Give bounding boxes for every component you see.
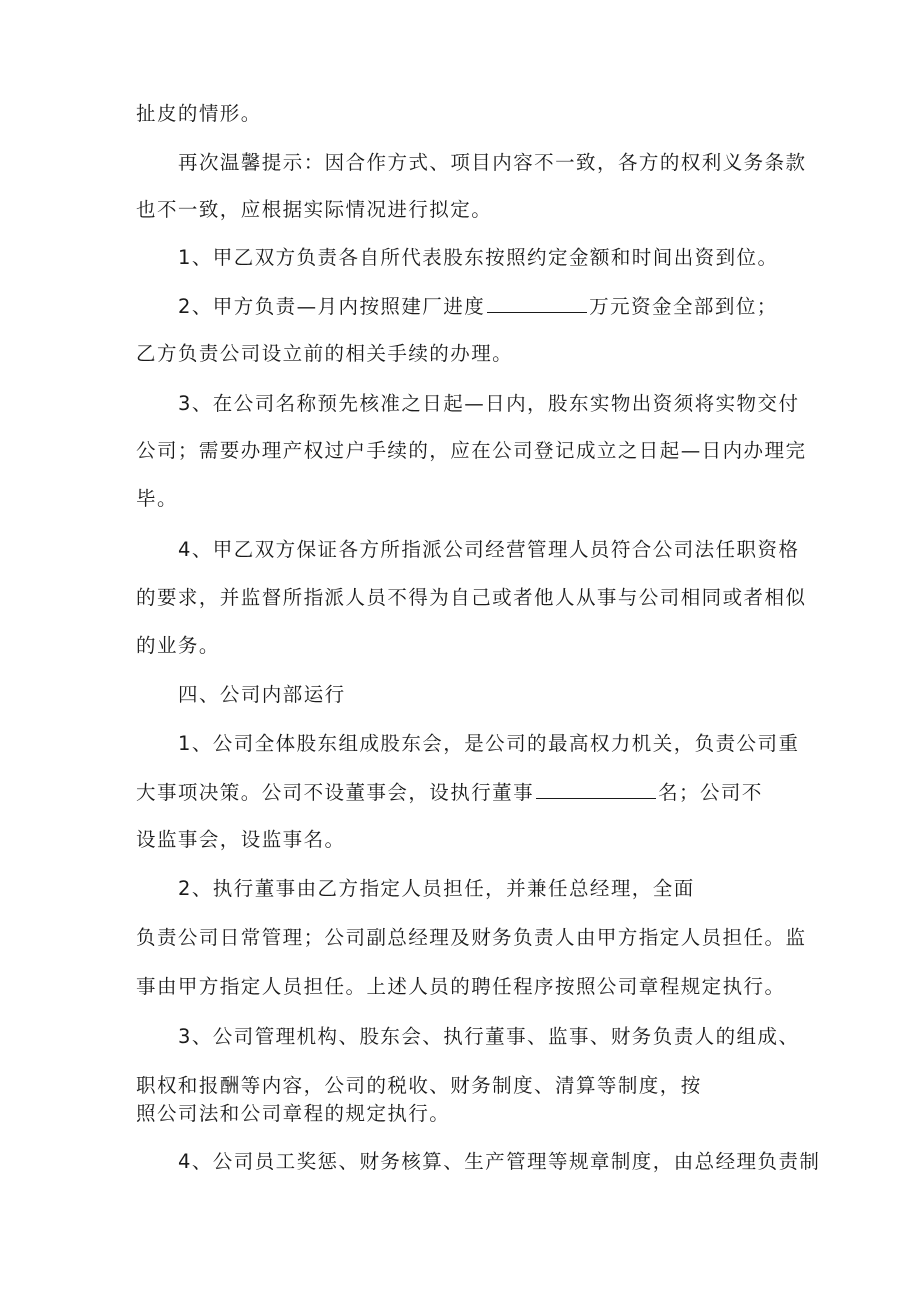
text-segment: 名；公司不 [658,781,763,804]
text-line: 4、公司员工奖惩、财务核算、生产管理等规章制度，由总经理负责制 [178,1150,821,1173]
text-line [136,778,763,807]
text-line: 负责公司日常管理；公司副总经理及财务负责人由甲方指定人员担任。监 [136,926,807,949]
section-heading: 四、公司内部运行 [178,683,346,706]
text-line: 再次温馨提示：因合作方式、项目内容不一致，各方的权利义务条款 [178,151,807,174]
text-line: 1、公司全体股东组成股东会，是公司的最高权力机关，负责公司重 [178,732,800,755]
text-line: 的要求，并监督所指派人员不得为自己或者他人从事与公司相同或者相似 [136,586,807,609]
text-line: 2、执行董事由乙方指定人员担任，并兼任总经理，全面 [178,877,695,900]
blank-underline [487,292,587,313]
text-segment: 大事项决策。公司不设董事会，设执行董事 [136,781,535,804]
text-line: 1、甲乙双方负责各自所代表股东按照约定金额和时间出资到位。 [178,246,779,269]
text-line: 3、公司管理机构、股东会、执行董事、监事、财务负责人的组成、 [178,1025,800,1048]
blank-underline [536,778,656,799]
text-line: 扯皮的情形。 [136,102,262,125]
text-line: 照公司法和公司章程的规定执行。 [136,1102,451,1125]
text-segment: 2、甲方负责—月内按照建厂进度 [178,295,486,318]
text-line: 公司；需要办理产权过户手续的，应在公司登记成立之日起—日内办理完 [136,439,807,462]
text-line: 的业务。 [136,634,220,657]
text-line [178,292,778,321]
text-segment: 万元资金全部到位； [589,295,778,318]
text-line: 3、在公司名称预先核准之日起—日内，股东实物出资须将实物交付 [178,392,800,415]
text-line: 也不一致，应根据实际情况进行拟定。 [136,198,493,221]
text-line: 职权和报酬等内容，公司的税收、财务制度、清算等制度，按 [136,1074,702,1097]
text-line: 毕。 [136,487,178,510]
text-line: 设监事会，设监事名。 [136,828,346,851]
text-line: 4、甲乙双方保证各方所指派公司经营管理人员符合公司法任职资格 [178,538,800,561]
text-line: 乙方负责公司设立前的相关手续的办理。 [136,342,514,365]
text-line: 事由甲方指定人员担任。上述人员的聘任程序按照公司章程规定执行。 [136,975,786,998]
